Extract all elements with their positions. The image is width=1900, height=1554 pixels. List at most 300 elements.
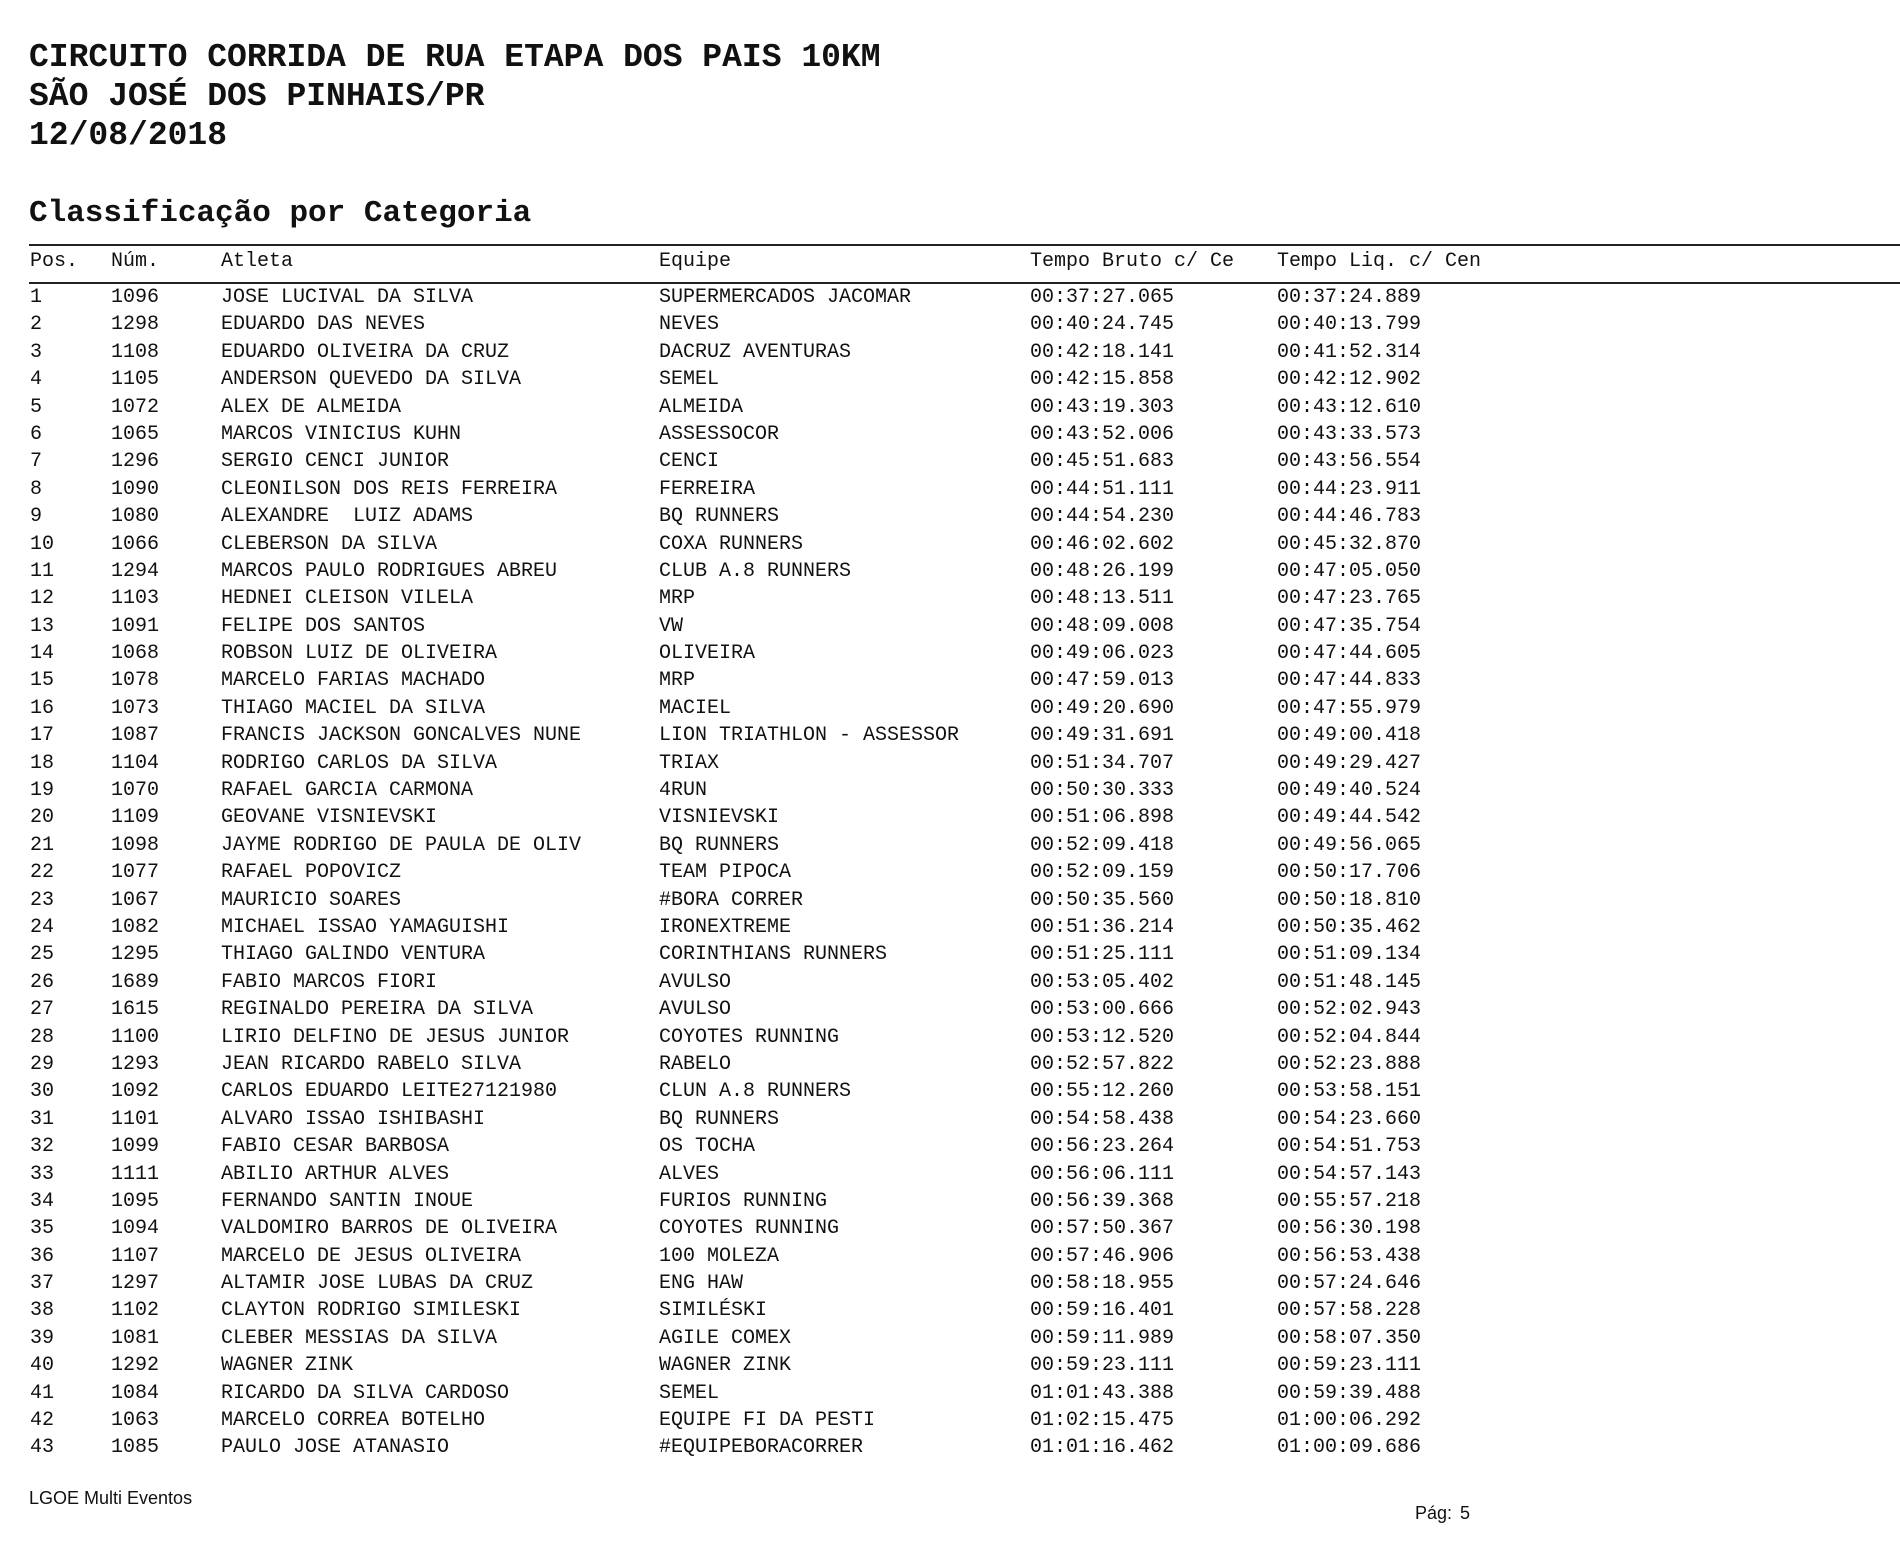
row-pos: 3	[30, 340, 43, 364]
row-net-time: 00:37:24.889	[1277, 286, 1422, 309]
row-net-time: 00:56:30.198	[1277, 1217, 1422, 1241]
page-number: 5	[1460, 1503, 1471, 1523]
row-team: 100 MOLEZA	[659, 1244, 780, 1268]
row-net-time: 01:00:06.292	[1277, 1409, 1422, 1433]
row-num: 1080	[111, 505, 160, 529]
row-pos: 31	[30, 1107, 55, 1131]
row-num: 1068	[111, 642, 160, 666]
row-gross-time: 00:57:46.906	[1030, 1244, 1175, 1268]
row-net-time: 00:57:58.228	[1277, 1299, 1422, 1323]
table-row	[0, 585, 1900, 612]
row-athlete: EDUARDO DAS NEVES	[221, 313, 426, 337]
row-team: ENG HAW	[659, 1272, 744, 1296]
row-num: 1689	[111, 970, 160, 994]
table-row	[0, 1270, 1900, 1297]
row-pos: 19	[30, 779, 55, 803]
row-gross-time: 00:50:30.333	[1030, 779, 1175, 803]
row-gross-time: 00:44:51.111	[1030, 477, 1175, 501]
row-net-time: 00:50:17.706	[1277, 861, 1422, 885]
table-row	[0, 914, 1900, 941]
row-gross-time: 00:42:15.858	[1030, 368, 1175, 392]
table-row	[0, 640, 1900, 667]
row-num: 1077	[111, 861, 160, 885]
row-pos: 27	[30, 998, 55, 1022]
table-row	[0, 996, 1900, 1023]
row-athlete: ABILIO ARTHUR ALVES	[221, 1162, 450, 1186]
row-athlete: JOSE LUCIVAL DA SILVA	[221, 286, 474, 309]
row-athlete: ALEX DE ALMEIDA	[221, 395, 402, 419]
row-pos: 5	[30, 395, 43, 419]
row-gross-time: 00:51:34.707	[1030, 751, 1175, 775]
row-num: 1105	[111, 368, 160, 392]
row-num: 1296	[111, 450, 160, 474]
row-net-time: 00:51:48.145	[1277, 970, 1422, 994]
row-pos: 30	[30, 1080, 55, 1104]
row-athlete: JAYME RODRIGO DE PAULA DE OLIV	[221, 833, 582, 857]
row-gross-time: 00:47:59.013	[1030, 669, 1175, 693]
row-net-time: 00:47:44.833	[1277, 669, 1422, 693]
row-num: 1293	[111, 1052, 160, 1076]
row-pos: 14	[30, 642, 55, 666]
row-pos: 17	[30, 724, 55, 748]
row-num: 1091	[111, 614, 160, 638]
row-num: 1107	[111, 1244, 160, 1268]
table-row	[0, 941, 1900, 968]
row-gross-time: 00:53:12.520	[1030, 1025, 1175, 1049]
row-team: NEVES	[659, 313, 720, 337]
table-row	[0, 969, 1900, 996]
row-pos: 41	[30, 1381, 55, 1405]
row-gross-time: 00:59:23.111	[1030, 1354, 1175, 1378]
row-team: BQ RUNNERS	[659, 505, 780, 529]
row-num: 1615	[111, 998, 160, 1022]
row-num: 1102	[111, 1299, 160, 1323]
table-row	[0, 1352, 1900, 1379]
row-net-time: 00:50:18.810	[1277, 888, 1422, 912]
row-athlete: MARCELO DE JESUS OLIVEIRA	[221, 1244, 522, 1268]
table-row	[0, 1106, 1900, 1133]
table-row	[0, 722, 1900, 749]
table-row	[0, 887, 1900, 914]
row-pos: 43	[30, 1436, 55, 1460]
row-pos: 18	[30, 751, 55, 775]
row-net-time: 00:52:02.943	[1277, 998, 1422, 1022]
row-pos: 20	[30, 806, 55, 830]
row-net-time: 00:57:24.646	[1277, 1272, 1422, 1296]
row-net-time: 00:49:29.427	[1277, 751, 1422, 775]
header-athlete: Atleta	[221, 250, 294, 273]
row-athlete: CARLOS EDUARDO LEITE27121980	[221, 1080, 558, 1104]
row-team: TEAM PIPOCA	[659, 861, 792, 885]
row-num: 1295	[111, 943, 160, 967]
row-team: CORINTHIANS RUNNERS	[659, 943, 888, 967]
row-athlete: RICARDO DA SILVA CARDOSO	[221, 1381, 510, 1405]
row-pos: 26	[30, 970, 55, 994]
row-num: 1292	[111, 1354, 160, 1378]
row-team: IRONEXTREME	[659, 915, 792, 939]
row-team: SUPERMERCADOS JACOMAR	[659, 286, 912, 309]
row-net-time: 00:45:32.870	[1277, 532, 1422, 556]
row-team: OS TOCHA	[659, 1135, 756, 1159]
row-gross-time: 00:45:51.683	[1030, 450, 1175, 474]
row-athlete: FABIO MARCOS FIORI	[221, 970, 438, 994]
row-num: 1108	[111, 340, 160, 364]
row-team: CLUN A.8 RUNNERS	[659, 1080, 852, 1104]
row-net-time: 00:47:55.979	[1277, 696, 1422, 720]
row-gross-time: 00:51:06.898	[1030, 806, 1175, 830]
footer-organizer: LGOE Multi Eventos	[29, 1488, 193, 1508]
row-pos: 32	[30, 1135, 55, 1159]
table-row	[0, 1434, 1900, 1461]
row-athlete: FELIPE DOS SANTOS	[221, 614, 426, 638]
table-row	[0, 311, 1900, 338]
row-gross-time: 00:52:57.822	[1030, 1052, 1175, 1076]
row-net-time: 01:00:09.686	[1277, 1436, 1422, 1460]
event-title: CIRCUITO CORRIDA DE RUA ETAPA DOS PAIS 10KM	[29, 39, 881, 76]
row-num: 1066	[111, 532, 160, 556]
row-athlete: EDUARDO OLIVEIRA DA CRUZ	[221, 340, 510, 364]
table-top-rule	[29, 244, 1900, 246]
row-gross-time: 00:43:52.006	[1030, 422, 1175, 446]
table-row	[0, 476, 1900, 503]
table-row	[0, 421, 1900, 448]
row-team: #EQUIPEBORACORRER	[659, 1436, 864, 1460]
row-athlete: JEAN RICARDO RABELO SILVA	[221, 1052, 522, 1076]
row-athlete: WAGNER ZINK	[221, 1354, 354, 1378]
row-num: 1098	[111, 833, 160, 857]
row-net-time: 00:47:23.765	[1277, 587, 1422, 611]
row-athlete: RAFAEL GARCIA CARMONA	[221, 779, 474, 803]
row-athlete: ALEXANDRE LUIZ ADAMS	[221, 505, 474, 529]
table-row	[0, 1188, 1900, 1215]
row-athlete: CLEBERSON DA SILVA	[221, 532, 438, 556]
row-pos: 38	[30, 1299, 55, 1323]
row-net-time: 00:47:05.050	[1277, 559, 1422, 583]
row-net-time: 00:49:40.524	[1277, 779, 1422, 803]
table-row	[0, 1325, 1900, 1352]
row-net-time: 00:43:12.610	[1277, 395, 1422, 419]
row-pos: 24	[30, 915, 55, 939]
row-num: 1067	[111, 888, 160, 912]
row-pos: 37	[30, 1272, 55, 1296]
row-net-time: 00:52:23.888	[1277, 1052, 1422, 1076]
row-team: MRP	[659, 587, 696, 611]
row-athlete: CLEONILSON DOS REIS FERREIRA	[221, 477, 558, 501]
row-net-time: 00:47:35.754	[1277, 614, 1422, 638]
row-athlete: MARCOS PAULO RODRIGUES ABREU	[221, 559, 558, 583]
row-pos: 9	[30, 505, 43, 529]
row-athlete: FABIO CESAR BARBOSA	[221, 1135, 450, 1159]
table-row	[0, 1215, 1900, 1242]
row-team: ALMEIDA	[659, 395, 744, 419]
table-row	[0, 284, 1900, 311]
table-row	[0, 750, 1900, 777]
row-pos: 12	[30, 587, 55, 611]
row-team: #BORA CORRER	[659, 888, 804, 912]
row-gross-time: 00:53:05.402	[1030, 970, 1175, 994]
row-gross-time: 00:49:06.023	[1030, 642, 1175, 666]
row-pos: 23	[30, 888, 55, 912]
row-pos: 1	[30, 286, 43, 309]
header-pos: Pos.	[30, 250, 79, 273]
row-athlete: MARCELO FARIAS MACHADO	[221, 669, 486, 693]
row-pos: 33	[30, 1162, 55, 1186]
table-row	[0, 804, 1900, 831]
row-num: 1096	[111, 286, 160, 309]
report-header	[29, 38, 881, 155]
table-row	[0, 366, 1900, 393]
row-num: 1100	[111, 1025, 160, 1049]
header-net-time: Tempo Liq. c/ Cen	[1277, 250, 1482, 273]
table-row	[0, 503, 1900, 530]
row-pos: 34	[30, 1189, 55, 1213]
row-athlete: REGINALDO PEREIRA DA SILVA	[221, 998, 534, 1022]
row-gross-time: 00:56:06.111	[1030, 1162, 1175, 1186]
row-num: 1087	[111, 724, 160, 748]
row-team: AVULSO	[659, 998, 732, 1022]
row-gross-time: 00:44:54.230	[1030, 505, 1175, 529]
row-gross-time: 00:52:09.159	[1030, 861, 1175, 885]
row-num: 1090	[111, 477, 160, 501]
row-gross-time: 00:59:11.989	[1030, 1326, 1175, 1350]
row-athlete: ANDERSON QUEVEDO DA SILVA	[221, 368, 522, 392]
row-gross-time: 00:46:02.602	[1030, 532, 1175, 556]
row-net-time: 00:54:23.660	[1277, 1107, 1422, 1131]
row-athlete: MICHAEL ISSAO YAMAGUISHI	[221, 915, 510, 939]
row-team: LION TRIATHLON - ASSESSOR	[659, 724, 960, 748]
row-athlete: FRANCIS JACKSON GONCALVES NUNE	[221, 724, 582, 748]
row-num: 1084	[111, 1381, 160, 1405]
row-pos: 22	[30, 861, 55, 885]
row-net-time: 00:43:56.554	[1277, 450, 1422, 474]
row-athlete: THIAGO GALINDO VENTURA	[221, 943, 486, 967]
header-team: Equipe	[659, 250, 732, 273]
row-net-time: 00:40:13.799	[1277, 313, 1422, 337]
row-gross-time: 01:01:43.388	[1030, 1381, 1175, 1405]
row-net-time: 00:59:23.111	[1277, 1354, 1422, 1378]
table-row	[0, 1243, 1900, 1270]
row-team: DACRUZ AVENTURAS	[659, 340, 852, 364]
row-num: 1094	[111, 1217, 160, 1241]
row-athlete: SERGIO CENCI JUNIOR	[221, 450, 450, 474]
row-gross-time: 01:02:15.475	[1030, 1409, 1175, 1433]
row-athlete: CLEBER MESSIAS DA SILVA	[221, 1326, 498, 1350]
row-team: FERREIRA	[659, 477, 756, 501]
table-row	[0, 832, 1900, 859]
table-row	[0, 448, 1900, 475]
row-net-time: 00:55:57.218	[1277, 1189, 1422, 1213]
row-net-time: 00:59:39.488	[1277, 1381, 1422, 1405]
header-num: Núm.	[111, 250, 160, 273]
row-gross-time: 00:54:58.438	[1030, 1107, 1175, 1131]
row-team: BQ RUNNERS	[659, 1107, 780, 1131]
row-net-time: 00:52:04.844	[1277, 1025, 1422, 1049]
row-team: CLUB A.8 RUNNERS	[659, 559, 852, 583]
row-gross-time: 00:42:18.141	[1030, 340, 1175, 364]
row-pos: 35	[30, 1217, 55, 1241]
table-row	[0, 1024, 1900, 1051]
row-gross-time: 00:51:25.111	[1030, 943, 1175, 967]
table-row	[0, 1407, 1900, 1434]
row-num: 1082	[111, 915, 160, 939]
row-team: FURIOS RUNNING	[659, 1189, 828, 1213]
row-team: AVULSO	[659, 970, 732, 994]
row-pos: 15	[30, 669, 55, 693]
row-gross-time: 00:48:13.511	[1030, 587, 1175, 611]
row-gross-time: 00:49:20.690	[1030, 696, 1175, 720]
row-num: 1297	[111, 1272, 160, 1296]
row-gross-time: 00:37:27.065	[1030, 286, 1175, 309]
row-team: ASSESSOCOR	[659, 422, 780, 446]
header-gross-time: Tempo Bruto c/ Ce	[1030, 250, 1235, 273]
row-net-time: 00:49:44.542	[1277, 806, 1422, 830]
row-num: 1294	[111, 559, 160, 583]
row-net-time: 00:41:52.314	[1277, 340, 1422, 364]
footer-page	[1405, 1482, 1478, 1524]
row-num: 1101	[111, 1107, 160, 1131]
row-athlete: RODRIGO CARLOS DA SILVA	[221, 751, 498, 775]
row-net-time: 00:43:33.573	[1277, 422, 1422, 446]
row-athlete: RAFAEL POPOVICZ	[221, 861, 402, 885]
row-team: 4RUN	[659, 779, 708, 803]
row-team: RABELO	[659, 1052, 732, 1076]
row-team: VW	[659, 614, 684, 638]
row-num: 1099	[111, 1135, 160, 1159]
page-label: Pág:	[1415, 1503, 1453, 1523]
row-team: SEMEL	[659, 368, 720, 392]
row-num: 1063	[111, 1409, 160, 1433]
table-row	[0, 558, 1900, 585]
row-net-time: 00:54:57.143	[1277, 1162, 1422, 1186]
row-gross-time: 00:40:24.745	[1030, 313, 1175, 337]
row-pos: 42	[30, 1409, 55, 1433]
row-team: SEMEL	[659, 1381, 720, 1405]
row-net-time: 00:50:35.462	[1277, 915, 1422, 939]
row-pos: 2	[30, 313, 43, 337]
row-net-time: 00:44:46.783	[1277, 505, 1422, 529]
row-gross-time: 01:01:16.462	[1030, 1436, 1175, 1460]
row-pos: 8	[30, 477, 43, 501]
row-num: 1072	[111, 395, 160, 419]
row-team: VISNIEVSKI	[659, 806, 780, 830]
row-athlete: VALDOMIRO BARROS DE OLIVEIRA	[221, 1217, 558, 1241]
row-team: MACIEL	[659, 696, 732, 720]
row-team: AGILE COMEX	[659, 1326, 792, 1350]
row-pos: 28	[30, 1025, 55, 1049]
row-gross-time: 00:55:12.260	[1030, 1080, 1175, 1104]
row-team: OLIVEIRA	[659, 642, 756, 666]
row-net-time: 00:56:53.438	[1277, 1244, 1422, 1268]
table-row	[0, 531, 1900, 558]
row-athlete: HEDNEI CLEISON VILELA	[221, 587, 474, 611]
row-gross-time: 00:56:39.368	[1030, 1189, 1175, 1213]
row-athlete: GEOVANE VISNIEVSKI	[221, 806, 438, 830]
row-net-time: 00:49:00.418	[1277, 724, 1422, 748]
table-row	[0, 695, 1900, 722]
row-pos: 39	[30, 1326, 55, 1350]
row-num: 1111	[111, 1162, 160, 1186]
row-gross-time: 00:53:00.666	[1030, 998, 1175, 1022]
row-pos: 7	[30, 450, 43, 474]
row-pos: 36	[30, 1244, 55, 1268]
row-net-time: 00:51:09.134	[1277, 943, 1422, 967]
row-gross-time: 00:50:35.560	[1030, 888, 1175, 912]
row-num: 1065	[111, 422, 160, 446]
row-pos: 25	[30, 943, 55, 967]
row-net-time: 00:53:58.151	[1277, 1080, 1422, 1104]
row-gross-time: 00:56:23.264	[1030, 1135, 1175, 1159]
row-athlete: ALTAMIR JOSE LUBAS DA CRUZ	[221, 1272, 534, 1296]
row-pos: 4	[30, 368, 43, 392]
table-row	[0, 394, 1900, 421]
row-num: 1085	[111, 1436, 160, 1460]
row-gross-time: 00:58:18.955	[1030, 1272, 1175, 1296]
row-team: CENCI	[659, 450, 720, 474]
row-pos: 11	[30, 559, 55, 583]
row-team: BQ RUNNERS	[659, 833, 780, 857]
event-date: 12/08/2018	[29, 117, 228, 154]
table-row	[0, 777, 1900, 804]
table-row	[0, 667, 1900, 694]
row-team: COYOTES RUNNING	[659, 1217, 840, 1241]
row-pos: 40	[30, 1354, 55, 1378]
row-num: 1109	[111, 806, 160, 830]
row-pos: 13	[30, 614, 55, 638]
row-gross-time: 00:59:16.401	[1030, 1299, 1175, 1323]
row-team: COXA RUNNERS	[659, 532, 804, 556]
event-location: SÃO JOSÉ DOS PINHAIS/PR	[29, 78, 485, 115]
row-gross-time: 00:49:31.691	[1030, 724, 1175, 748]
row-athlete: MARCELO CORREA BOTELHO	[221, 1409, 486, 1433]
row-num: 1298	[111, 313, 160, 337]
row-athlete: LIRIO DELFINO DE JESUS JUNIOR	[221, 1025, 570, 1049]
row-net-time: 00:44:23.911	[1277, 477, 1422, 501]
row-num: 1095	[111, 1189, 160, 1213]
row-net-time: 00:58:07.350	[1277, 1326, 1422, 1350]
row-num: 1078	[111, 669, 160, 693]
row-gross-time: 00:48:26.199	[1030, 559, 1175, 583]
row-net-time: 00:42:12.902	[1277, 368, 1422, 392]
row-net-time: 00:47:44.605	[1277, 642, 1422, 666]
section-title: Classificação por Categoria	[29, 196, 532, 231]
row-team: SIMILÉSKI	[659, 1299, 768, 1323]
row-athlete: CLAYTON RODRIGO SIMILESKI	[221, 1299, 522, 1323]
row-num: 1103	[111, 587, 160, 611]
table-row	[0, 613, 1900, 640]
row-gross-time: 00:57:50.367	[1030, 1217, 1175, 1241]
table-row	[0, 1051, 1900, 1078]
row-team: TRIAX	[659, 751, 720, 775]
row-athlete: ALVARO ISSAO ISHIBASHI	[221, 1107, 486, 1131]
row-num: 1081	[111, 1326, 160, 1350]
row-team: ALVES	[659, 1162, 720, 1186]
table-row	[0, 1078, 1900, 1105]
row-num: 1104	[111, 751, 160, 775]
row-team: EQUIPE FI DA PESTI	[659, 1409, 876, 1433]
row-gross-time: 00:48:09.008	[1030, 614, 1175, 638]
row-num: 1073	[111, 696, 160, 720]
row-pos: 29	[30, 1052, 55, 1076]
row-pos: 10	[30, 532, 55, 556]
row-gross-time: 00:52:09.418	[1030, 833, 1175, 857]
row-athlete: MAURICIO SOARES	[221, 888, 402, 912]
table-row	[0, 1297, 1900, 1324]
row-net-time: 00:49:56.065	[1277, 833, 1422, 857]
results-table	[0, 284, 1900, 1462]
table-row	[0, 1161, 1900, 1188]
row-net-time: 00:54:51.753	[1277, 1135, 1422, 1159]
row-num: 1092	[111, 1080, 160, 1104]
